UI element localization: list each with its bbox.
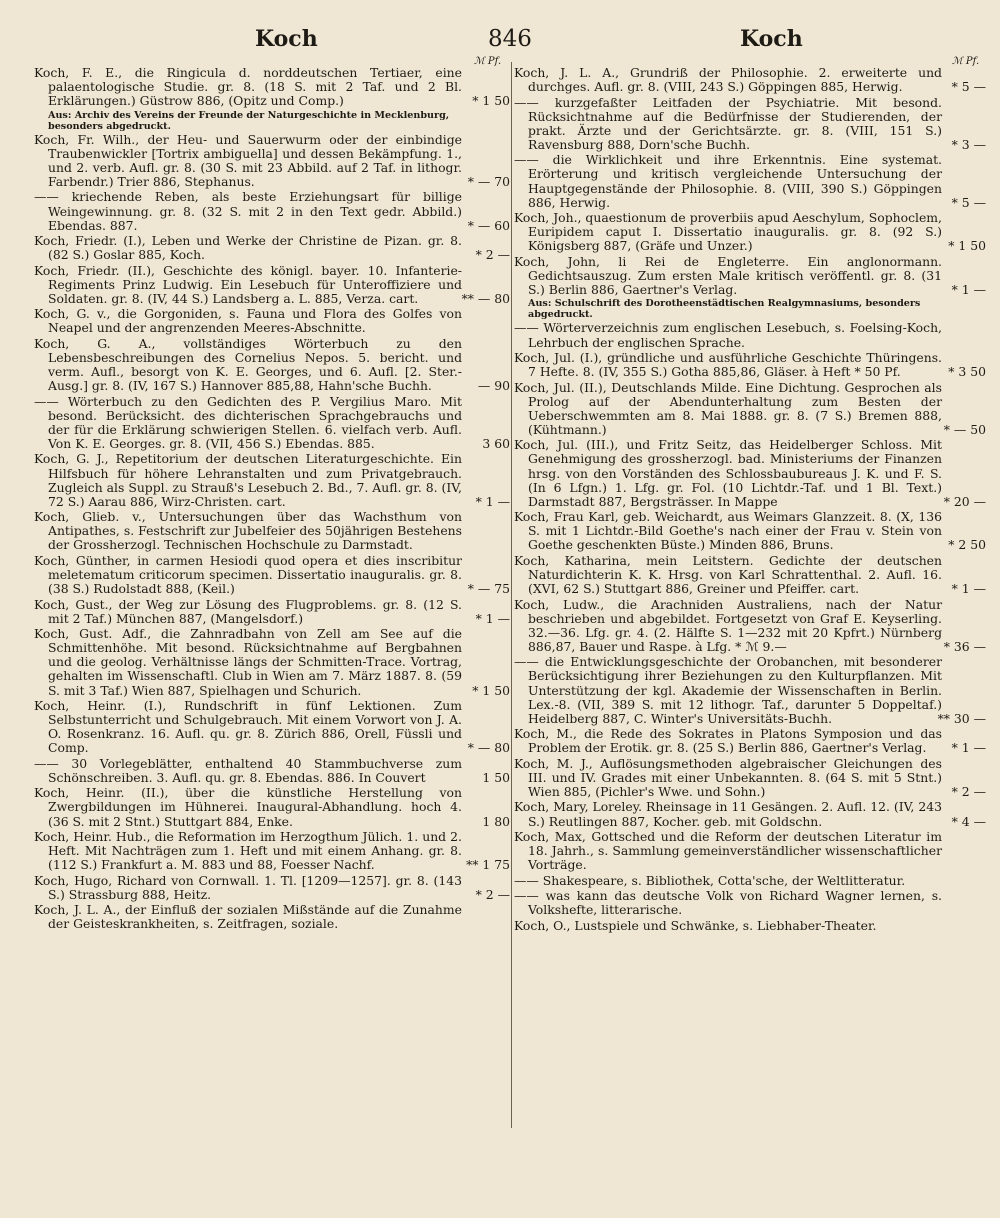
catalog-entry [34,307,510,335]
catalog-entry [514,919,986,933]
entry-price: — 90 [477,378,510,394]
entry-text: —— kriechende Reben, als beste Erziehungsart für billige Weingewinnung. gr. 8. (32 S. mit 2 in den Text gedr. Abbild.) Ebendas. 887. [34,189,462,233]
entry-text: Koch, G. A., vollständiges Wörterbuch zu den Lebensbeschreibungen des Cornelius Nepos. 5. bericht. und verm. Aufl., besorgt von K. E. Georges, und 6. Aufl. [2. Ster.-Ausg.] gr. 8. (IV, 167 S.) Hannover 885,88, Hahn'sche Buchh. [34,335,462,394]
catalog-entry [514,438,986,508]
entry-text: —— Shakespeare, s. Bibliothek, Cotta'sche, der Weltlitteratur. [514,872,906,888]
right-column [514,66,986,1210]
catalog-entry [34,627,510,697]
entry-price: * 1 — [475,610,510,626]
entry-price: * 5 — [951,194,986,210]
entry-price: ** — 80 [461,290,510,306]
entry-price: * 2 — [475,886,510,902]
entry-text: —— Wörterbuch zu den Gedichten des P. Vergilius Maro. Mit besond. Berücksicht. des dichterischen Sprachgebrauchs und der für die Erklärung schwierigen Stellen. 6. vielfach verb. Aufl. Von K. E. Georges. gr. 8. (VII, 456 S.) Ebendas. 885. [34,393,462,451]
entry-text: Koch, F. E., die Ringicula d. norddeutschen Tertiaer, eine palaentologische Studie. gr. 8. (18 S. mit 2 Taf. und 2 Bl. Erklärungen.) Güstrow 886, (Opitz und Comp.) [34,66,462,109]
catalog-entry [34,66,510,108]
catalog-entry [514,655,986,725]
entry-price: * 1 — [951,281,986,297]
catalog-entry [514,554,986,596]
entry-text: —— die Wirklichkeit und ihre Erkenntnis. Eine systemat. Erörterung und kritisch vergleichende Untersuchung der Hauptgegenstände der Philosophie. 8. (VIII, 390 S.) Göppingen 886, Herwig. [514,152,942,210]
entry-price: 1 50 [482,769,510,785]
entry-price: * 1 — [951,740,986,756]
catalog-entry [514,255,986,297]
entry-price: * 2 50 [948,537,986,553]
entry-text: Koch, Gust., der Weg zur Lösung des Flugproblems. gr. 8. (12 S. mit 2 Taf.) München 887, (Mangelsdorf.) [34,596,462,626]
entry-price: * 36 — [943,638,986,654]
entry-text: —— 30 Vorlegeblätter, enthaltend 40 Stammbuchverse zum Schönschreiben. 3. Aufl. qu. gr. 8. Ebendas. 886. In Couvert [34,755,462,785]
entry-price: * 2 — [475,247,510,263]
catalog-entry [34,874,510,902]
entry-text: Koch, G. J., Repetitorium der deutschen Literaturgeschichte. Ein Hilfsbuch für höhere Lehranstalten und zum Privatgebrauch. Zugleich als Suppl. zu Strauß's Lesebuch 2. Bd., 7. Aufl. gr. 8. (IV, 72 S.) Aarau 886, Wirz-Christen. cart. [34,451,462,509]
catalog-entry [514,153,986,209]
catalog-entry [34,395,510,451]
entry-text: Aus: Schulschrift des Dorotheenstädtischen Realgymnasiums, besonders abgedruckt. [528,298,921,321]
header-left-keyword: Koch [255,26,318,52]
entry-text: Koch, Heinr. Hub., die Reformation im Herzogthum Jülich. 1. und 2. Heft. Mit Nachträgen zum 1. Heft und mit einem Anhang. gr. 8. (112 S.) Frankfurt a. M. 883 und 88, Foesser Nachf. [34,829,462,873]
entry-price: ** 1 75 [466,857,510,873]
entry-price: * 3 — [951,136,986,152]
column-divider [511,62,512,1128]
entry-text: Aus: Archiv des Vereins der Freunde der Naturgeschichte in Mecklenburg, besonders abgedruckt. [48,109,450,132]
entry-price: * 1 50 [948,238,986,254]
entry-text: —— die Entwicklungsgeschichte der Orobanchen, mit besonderer Berücksichtigung ihrer Beziehungen zu den Kulturpflanzen. Mit Unterstützung der kgl. Akademie der Wissenschaften in Berlin. Lex.-8. (VII, 389 S. mit 12 lithogr. Taf., darunter 5 Doppeltaf.) Heidelberg 887, C. Winter's Universitäts-Buchh. [514,654,942,726]
entry-text: Koch, Günther, in carmen Hesiodi quod opera et dies inscribitur meletematum criticorum specimen. Dissertatio inauguralis. gr. 8. (38 S.) Rudolstadt 888, (Keil.) [34,552,462,597]
source-note [34,110,510,132]
catalog-entry [514,889,986,917]
entry-price: * 5 — [951,79,986,95]
entry-price: * 1 50 [472,682,510,698]
catalog-entry [514,510,986,552]
catalog-entry [34,598,510,626]
entry-price: * 1 — [951,581,986,597]
catalog-entry [34,903,510,931]
catalog-entry [514,381,986,437]
entry-text: Koch, Ludw., die Arachniden Australiens, nach der Natur beschrieben und abgebildet. Fortgesetzt von Graf E. Keyserling. 32.—36. Lfg. gr. 4. (2. Hälfte S. 1—232 mit 20 Kpfrt.) Nürnberg 886,87, Bauer und Raspe. à Lfg. * ℳ 9.— [514,596,942,654]
catalog-entry [34,830,510,872]
entry-price: * 20 — [943,493,986,509]
catalog-entry [34,234,510,262]
entry-text: Koch, Friedr. (II.), Geschichte des königl. bayer. 10. Infanterie-Regiments Prinz Ludwig. Ein Lesebuch für Unteroffiziere und Soldaten. gr. 8. (IV, 44 S.) Landsberg a. L. 885, Verza. cart. [34,262,462,306]
entry-text: Koch, J. L. A., der Einfluß der sozialen Mißstände auf die Zunahme der Geisteskrankheiten, s. Zeitfragen, soziale. [34,902,462,932]
entry-text: Koch, Max, Gottsched und die Reform der deutschen Literatur im 18. Jahrh., s. Sammlung gemeinverständlicher wissenschaftlicher Vorträge. [514,829,942,873]
catalog-entry [514,96,986,152]
entry-price: * — 80 [467,740,510,756]
catalog-entry [34,452,510,508]
catalog-entry [514,211,986,253]
entry-text: —— Wörterverzeichnis zum englischen Lesebuch, s. Foelsing-Koch, Lehrbuch der englischen Sprache. [514,320,942,350]
entry-text: Koch, Hugo, Richard von Cornwall. 1. Tl. [1209—1257]. gr. 8. (143 S.) Strassburg 888, Heitz. [34,872,462,902]
catalog-entry [34,554,510,596]
entry-text: Koch, M. J., Auflösungsmethoden algebraischer Gleichungen des III. und IV. Grades mit einer Unbekannten. 8. (64 S. mit 5 Stnt.) Wien 885, (Pichler's Wwe. und Sohn.) [514,755,942,799]
catalog-entry [514,727,986,755]
header-right-keyword: Koch [740,26,803,52]
catalog-entry [34,264,510,306]
catalog-entry [34,133,510,189]
entry-text: Koch, Heinr. (I.), Rundschrift in fünf Lektionen. Zum Selbstunterricht und Schulgebrauch. Mit einem Vorwort von J. A. O. Rosenkranz. 16. Aufl. qu. gr. 8. Zürich 886, Orell, Füssli und Comp. [34,698,462,756]
catalog-entry [34,786,510,828]
entry-price: ** 30 — [937,710,986,726]
entry-text: —— kurzgefaßter Leitfaden der Psychiatrie. Mit besond. Rücksichtnahme auf die Bedürfnisse der Studierenden, der prakt. Ärzte und der Gerichtsärzte. gr. 8. (VIII, 151 S.) Ravensburg 888, Dorn'sche Buchh. [514,94,942,152]
entry-text: Koch, Katharina, mein Leitstern. Gedichte der deutschen Naturdichterin K. K. Hrsg. von Karl Schrattenthal. 2. Aufl. 16. (XVI, 62 S.) Stuttgart 886, Greiner und Pfeiffer. cart. [514,552,942,597]
entry-price: * 1 50 [472,93,510,109]
entry-text: Koch, Heinr. (II.), über die künstliche Herstellung von Zwergbildungen im Hühnerei. Inaugural-Abhandlung. hoch 4. (36 S. mit 2 Stnt.) Stuttgart 884, Enke. [34,785,462,829]
entry-text: —— was kann das deutsche Volk von Richard Wagner lernen, s. Volkshefte, litterarische. [514,888,942,918]
entry-text: Koch, Frau Karl, geb. Weichardt, aus Weimars Glanzzeit. 8. (X, 136 S. mit 1 Lichtdr.-Bild Goethe's nach einer der Frau v. Stein von Goethe geschenkten Büste.) Minden 886, Bruns. [514,509,942,553]
catalog-entry [514,66,986,94]
left-column [34,66,510,1210]
entry-text: Koch, Joh., quaestionum de proverbiis apud Aeschylum, Sophoclem, Euripidem caput I. Dissertatio inauguralis. gr. 8. (92 S.) Königsberg 887, (Gräfe und Unzer.) [514,210,942,254]
catalog-entry [514,830,986,872]
currency-unit-right: ℳ Pf. [952,56,980,67]
catalog-entry [514,351,986,379]
entry-text: Koch, Fr. Wilh., der Heu- und Sauerwurm oder der einbindige Traubenwickler [Tortrix ambiguella] und dessen Bekämpfung. 1., und 2. verb. Aufl. gr. 8. (30 S. mit 23 Abbild. auf 2 Taf. in lithogr. Farbendr.) Trier 886, Stephanus. [34,131,462,189]
entry-price: * — 75 [467,581,510,597]
catalog-entry [34,337,510,393]
catalog-entry [34,510,510,552]
catalog-entry [514,874,986,888]
catalog-entry [34,757,510,785]
entry-text: Koch, Mary, Loreley. Rheinsage in 11 Gesängen. 2. Aufl. 12. (IV, 243 S.) Reutlingen 887, Kocher. geb. mit Goldschn. [514,799,942,829]
catalog-entry [514,321,986,349]
entry-text: Koch, O., Lustspiele und Schwänke, s. Liebhaber-Theater. [514,917,877,933]
source-note [514,298,986,320]
entry-text: Koch, Jul. (II.), Deutschlands Milde. Eine Dichtung. Gesprochen als Prolog auf der Abendunterhaltung zum Besten der Ueberschwemmten am 8. Mai 1888. gr. 8. (7 S.) Bremen 888, (Kühtmann.) [514,379,942,437]
entry-text: Koch, Glieb. v., Untersuchungen über das Wachsthum von Antipathes, s. Festschrift zur Jubelfeier des 50jährigen Bestehens der Grossherzogl. Technischen Hochschule zu Darmstadt. [34,509,462,553]
entry-price: 1 80 [482,813,510,829]
entry-text: Koch, John, li Rei de Engleterre. Ein anglonormann. Gedichtsauszug. Zum ersten Male kritisch veröffentl. gr. 8. (31 S.) Berlin 886, Gaertner's Verlag. [514,253,942,297]
catalog-entry [34,190,510,232]
entry-text: Koch, Jul. (I.), gründliche und ausführliche Geschichte Thüringens. 7 Hefte. 8. (IV, 355 S.) Gotha 885,86, Gläser. à Heft * 50 Pf. [514,350,942,380]
entry-price: * 1 — [475,493,510,509]
entry-text: Koch, G. v., die Gorgoniden, s. Fauna und Flora des Golfes von Neapel und der angrenzenden Meeres-Abschnitte. [34,306,462,336]
catalog-entry [514,598,986,654]
entry-text: Koch, M., die Rede des Sokrates in Platons Symposion und das Problem der Erotik. gr. 8. (25 S.) Berlin 886, Gaertner's Verlag. [514,726,942,756]
catalog-entry [514,800,986,828]
catalog-entry [34,699,510,755]
entry-price: * — 60 [467,217,510,233]
entry-text: Koch, Gust. Adf., die Zahnradbahn von Zell am See auf die Schmittenhöhe. Mit besond. Rücksichtnahme auf Bergbahnen und die geolog. Verhältnisse längs der Schmitten-Trace. Vortrag, gehalten im Wissenschaftl. Club in Wien am 7. März 1887. 8. (59 S. mit 3 Taf.) Wien 887, Spielhagen und Schurich. [34,626,462,698]
entry-price: * 4 — [951,813,986,829]
catalog-entry [514,757,986,799]
entry-text: Koch, Jul. (III.), und Fritz Seitz, das Heidelberger Schloss. Mit Genehmigung des grossherzogl. bad. Ministeriums der Finanzen hrsg. von den Vorständen des Schlossbaubureaus J. K. und F. S. (In 6 Lfgn.) 1. Lfg. gr. Fol. (10 Lichtdr.-Taf. und 1 Bl. Text.) Darmstadt 887, Bergsträsser. In Mappe [514,437,942,509]
entry-price: 3 60 [482,435,510,451]
entry-price: * — 70 [467,173,510,189]
page-number: 846 [488,26,532,52]
entry-text: Koch, J. L. A., Grundriß der Philosophie. 2. erweiterte und durchges. Aufl. gr. 8. (VIII, 243 S.) Göppingen 885, Herwig. [514,66,942,95]
currency-unit-left: ℳ Pf. [474,56,502,67]
entry-price: * 3 50 [948,364,986,380]
entry-price: * — 50 [943,421,986,437]
entry-text: Koch, Friedr. (I.), Leben und Werke der Christine de Pizan. gr. 8. (82 S.) Goslar 885, Koch. [34,233,462,263]
entry-price: * 2 — [951,783,986,799]
